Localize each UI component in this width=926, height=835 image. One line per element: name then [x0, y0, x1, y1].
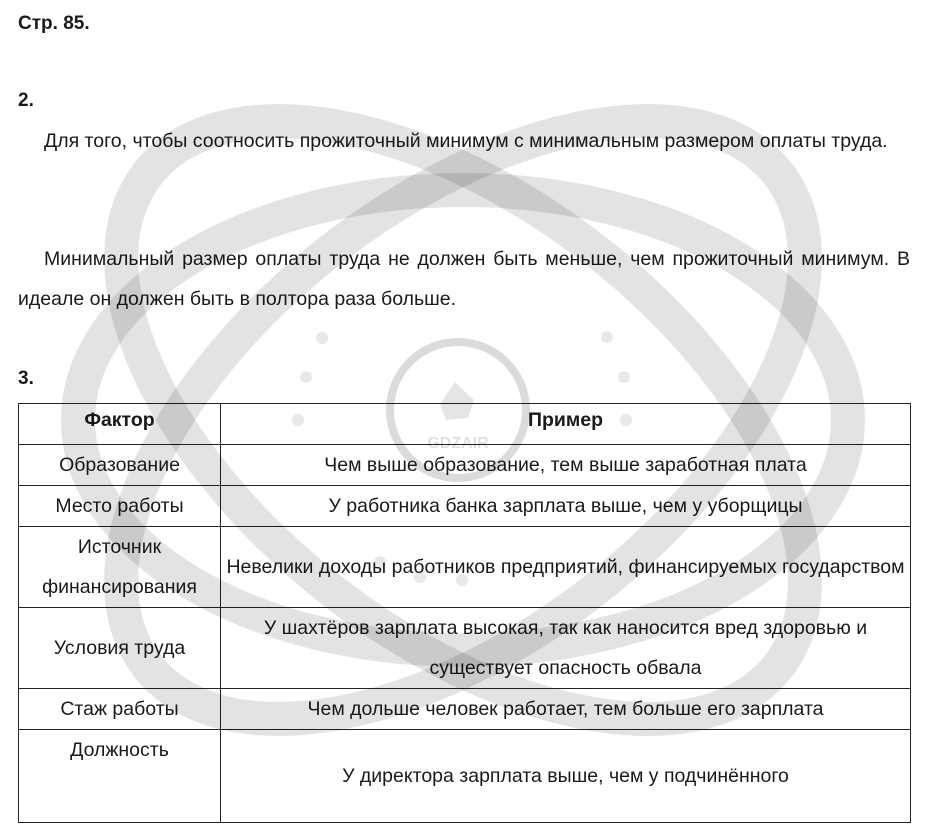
factor-cell: Должность [19, 730, 221, 823]
table-header-row [19, 404, 911, 445]
factors-table [18, 403, 911, 823]
watermark-text: GDZAIR [427, 435, 489, 452]
factor-cell: Стаж работы [19, 689, 221, 730]
task-2-paragraph-2: Минимальный размер оплаты труда не должен быть меньше, чем прожиточный минимум. В идеале он должен быть в полтора раза больше. [18, 248, 910, 310]
task-3-number: 3. [18, 368, 34, 389]
table-row [19, 486, 911, 527]
table-row [19, 445, 911, 486]
factor-cell: Источник финансирования [19, 527, 221, 608]
example-cell: У работника банка зарплата выше, чем у уборщицы [221, 486, 911, 527]
example-cell: Чем дольше человек работает, тем больше его зарплата [221, 689, 911, 730]
task-2-number: 2. [18, 90, 34, 111]
factor-cell: Место работы [19, 486, 221, 527]
header-factor: Фактор [19, 404, 221, 445]
table-row [19, 730, 911, 823]
task-2-paragraph-1: Для того, чтобы соотносить прожиточный минимум с минимальным размером оплаты труда. [44, 130, 888, 152]
example-cell: У шахтёров зарплата высокая, так как наносится вред здоровью и существует опасность обвала [221, 608, 911, 689]
example-cell: У директора зарплата выше, чем у подчинённого [221, 730, 911, 823]
factor-cell: Условия труда [19, 608, 221, 689]
table-row [19, 689, 911, 730]
example-cell: Чем выше образование, тем выше заработная плата [221, 445, 911, 486]
factor-cell: Образование [19, 445, 221, 486]
header-example: Пример [221, 404, 911, 445]
example-cell: Невелики доходы работников предприятий, финансируемых государством [221, 527, 911, 608]
page-label: Стр. 85. [18, 13, 90, 34]
table-row [19, 608, 911, 689]
table-row [19, 527, 911, 608]
